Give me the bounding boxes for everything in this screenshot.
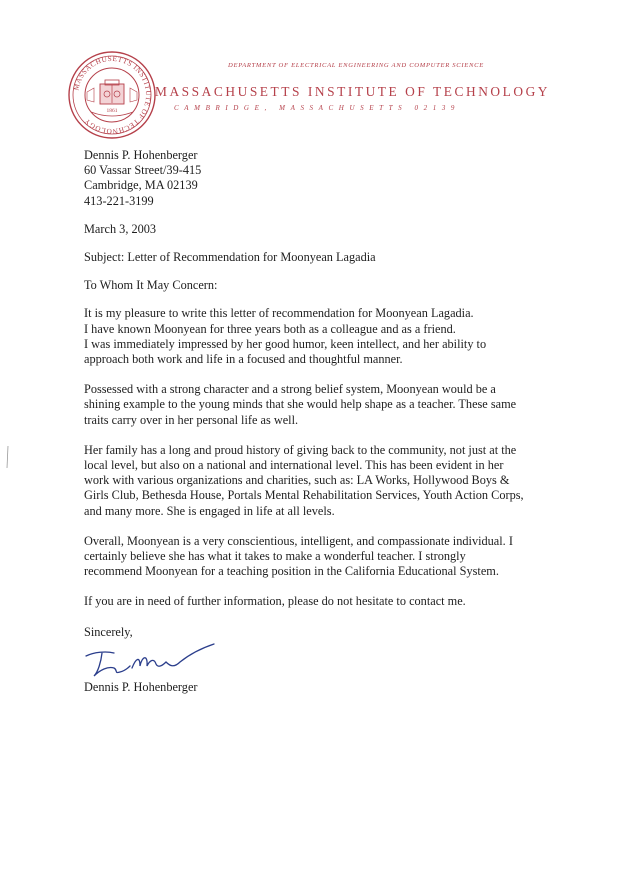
sender-phone: 413-221-3199 [84,193,154,208]
signature-name: Dennis P. Hohenberger [84,679,198,694]
sender-city: Cambridge, MA 02139 [84,178,198,193]
paragraph-1 [84,306,554,367]
sender-street: 60 Vassar Street/39-415 [84,163,202,178]
paragraph-line: Her family has a long and proud history of giving back to the community, not just at the [84,442,517,457]
handwritten-signature [84,642,234,682]
signature-area [84,640,554,680]
paragraph-line: shining example to the young minds that she would help shape as a teacher. These same [84,397,517,412]
paragraph-line: Girls Club, Bethesda House, Portals Mental Rehabilitation Services, Youth Action Corps, [84,488,524,503]
paragraph-line: Possessed with a strong character and a strong belief system, Moonyean would be a [84,382,496,397]
paragraph-line: certainly believe she has what it takes to make a wonderful teacher. I strongly [84,549,466,564]
letter-date: March 3, 2003 [84,221,157,236]
paragraph-line: traits carry over in her personal life as well. [84,412,299,427]
mit-seal-icon [67,50,157,140]
paragraph-line: work with various organizations and charities, such as: LA Works, Hollywood Boys & [84,473,510,488]
paragraph-line: approach both work and life in a focused and thoughtful manner. [84,352,403,367]
paragraph-line: If you are in need of further information, please do not hesitate to contact me. [84,594,466,609]
paragraph-line: and many more. She is engaged in life at all levels. [84,503,335,518]
paragraph-2 [84,382,554,428]
letter-body [84,148,554,695]
letter-subject: Subject: Letter of Recommendation for Moonyean Lagadia [84,250,376,265]
paragraph-3 [84,443,554,519]
margin-mark [6,446,10,468]
sender-address [84,148,554,209]
paragraph-line: It is my pleasure to write this letter of recommendation for Moonyean Lagadia. [84,306,474,321]
paragraph-line: local level, but also on a national and international level. This has been evident in her [84,458,504,473]
paragraph-line: recommend Moonyean for a teaching position in the California Educational System. [84,564,499,579]
seal-ring-text: MASSACHUSETTS INSTITUTE OF TECHNOLOGY [72,54,153,136]
sender-name: Dennis P. Hohenberger [84,148,198,162]
institution-name: MASSACHUSETTS INSTITUTE OF TECHNOLOGY [155,84,551,99]
paragraph-4 [84,534,554,580]
paragraph-line: Overall, Moonyean is a very conscientious, intelligent, and compassionate individual. I [84,533,513,548]
closing: Sincerely, [84,624,133,639]
paragraph-line: I was immediately impressed by her good humor, keen intellect, and her ability to [84,336,487,351]
institution-location: CAMBRIDGE, MASSACHUSETTS 02139 [174,104,461,112]
paragraph-5 [84,594,554,609]
department-name: DEPARTMENT OF ELECTRICAL ENGINEERING AND COMPUTER SCIENCE [228,62,484,69]
paragraph-line: I have known Moonyean for three years both as a colleague and as a friend. [84,321,456,336]
salutation: To Whom It May Concern: [84,278,218,293]
seal-year: 1861 [106,108,118,114]
